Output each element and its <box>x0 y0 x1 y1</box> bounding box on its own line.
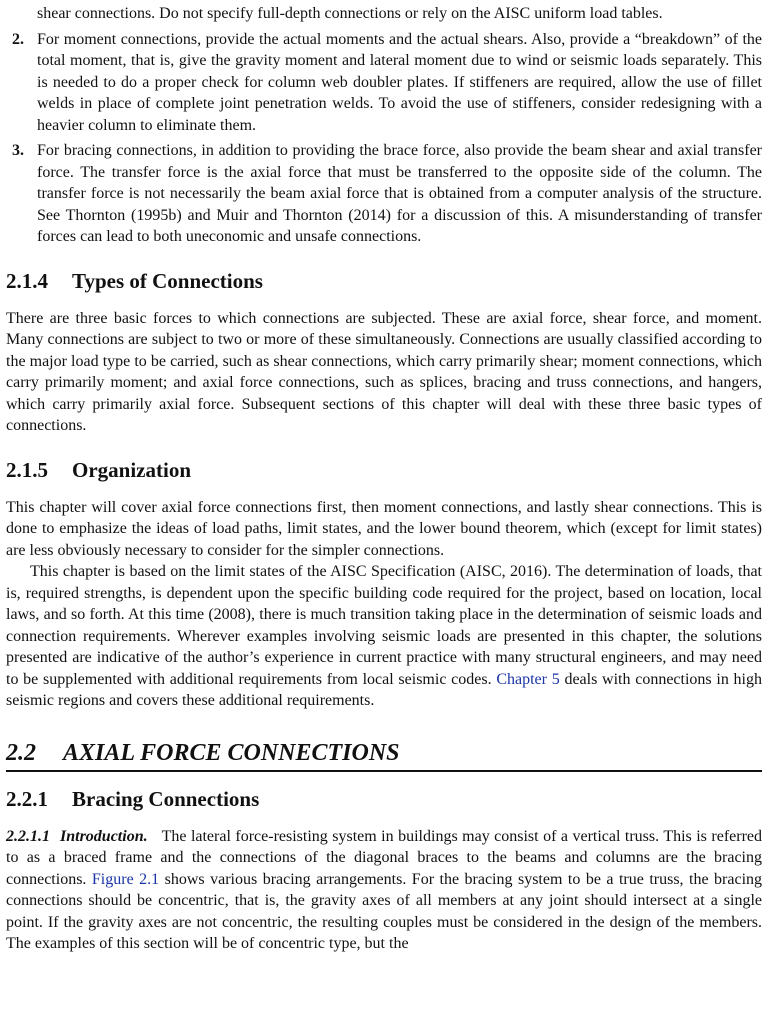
section-number: 2.1.4 <box>6 268 48 293</box>
list-item <box>6 29 762 137</box>
organization-paragraph-1: This chapter will cover axial force connections first, then moment connections, and lastly shear connections. This is done to emphasize the ideas of load paths, limit states, and the lower bound theorem, which (except for limit states) are less obviously necessary to consider for the simpler connections. <box>6 498 762 559</box>
section-heading-2-2-1 <box>6 786 762 812</box>
section-title: Bracing Connections <box>72 786 260 811</box>
subsection-runin-heading <box>6 828 148 845</box>
section-number: 2.2.1 <box>6 786 48 811</box>
section-heading-2-1-4 <box>6 268 762 294</box>
figure-2-1-link[interactable]: Figure 2.1 <box>91 870 160 888</box>
document-page <box>6 3 762 955</box>
section-heading-2-2 <box>6 738 762 772</box>
organization-paragraph-2 <box>6 561 762 712</box>
section-heading-2-1-5 <box>6 457 762 483</box>
paragraph-text: The lateral force-resisting system in buildings may consist of a vertical truss. This is referred to as a braced frame and the connections of the diagonal braces to the beams and columns are the bracing connections. <box>6 827 762 888</box>
top-fragment-paragraph: shear connections. Do not specify full-depth connections or rely on the AISC uniform load tables. <box>37 5 663 22</box>
section-title: Organization <box>72 457 191 482</box>
section-title: AXIAL FORCE CONNECTIONS <box>63 739 400 766</box>
list-item-text: For moment connections, provide the actual moments and the actual shears. Also, provide a “breakdown” of the total moment, that is, give the gravity moment and lateral moment due to wind or seismic loads separately. This is needed to do a proper check for column web doubler plates. If stiffeners are required, allow the use of fillet welds in place of complete joint penetration welds. To avoid the use of stiffeners, consider redesigning with a heavier column to eliminate them. <box>37 30 762 134</box>
paragraph-text: shows various bracing arrangements. For the bracing system to be a true truss, the bracing connections should be concentric, that is, the gravity axes of all members at any joint should intersect at a single point. If the gravity axes are not concentric, the resulting couples must be considered in the design of the members. The examples of this section will be of concentric type, but the <box>6 870 763 952</box>
subsection-title: Introduction. <box>60 827 148 845</box>
list-item-number: 2. <box>12 30 24 48</box>
introduction-paragraph <box>6 826 762 955</box>
list-item-text: For bracing connections, in addition to providing the brace force, also provide the beam shear and axial transfer force. The transfer force is the axial force that must be transferred to the opposite side of the column. The transfer force is not necessarily the beam axial force that is obtained from a computer analysis of the structure. See Thornton (1995b) and Muir and Thornton (2014) for a discussion of this. A misunderstanding of transfer forces can lead to both uneconomic and unsafe connections. <box>37 142 762 245</box>
list-item <box>6 140 762 248</box>
types-of-connections-paragraph: There are three basic forces to which connections are subjected. These are axial force, shear force, and moment. Many connections are subject to two or more of these simultaneously. Connections are usually classified according to the major load type to be carried, such as shear connections, which carry primarily shear; moment connections, which carry primarily moment; and axial force connections, such as splices, bracing and truss connections, and hangers, which carry primarily axial force. Subsequent sections of this chapter will deal with these three basic types of connections. <box>6 309 762 434</box>
list-item-number: 3. <box>12 142 24 159</box>
section-number: 2.1.5 <box>6 457 48 482</box>
paragraph-text: deals with connections in high seismic regions and covers these additional requirements. <box>6 670 762 709</box>
chapter-5-link[interactable]: Chapter 5 <box>496 670 560 688</box>
subsection-number: 2.2.1.1 <box>6 827 50 845</box>
section-number: 2.2 <box>6 739 36 766</box>
section-title: Types of Connections <box>72 268 263 293</box>
requirements-list <box>6 29 762 248</box>
paragraph-text: This chapter is based on the limit states of the AISC Specification (AISC, 2016). The determination of loads, that is, required strengths, is dependent upon the specific building code required for the project, based on location, local laws, and so forth. At this time (2008), there is much transition taking place in the determination of seismic loads and connection requirements. Wherever examples involving seismic loads are presented in this chapter, the solutions presented are indicative of the author’s experience in current practice with many structural engineers, and may need to be supplemented with additional requirements from local seismic codes. <box>6 563 762 688</box>
